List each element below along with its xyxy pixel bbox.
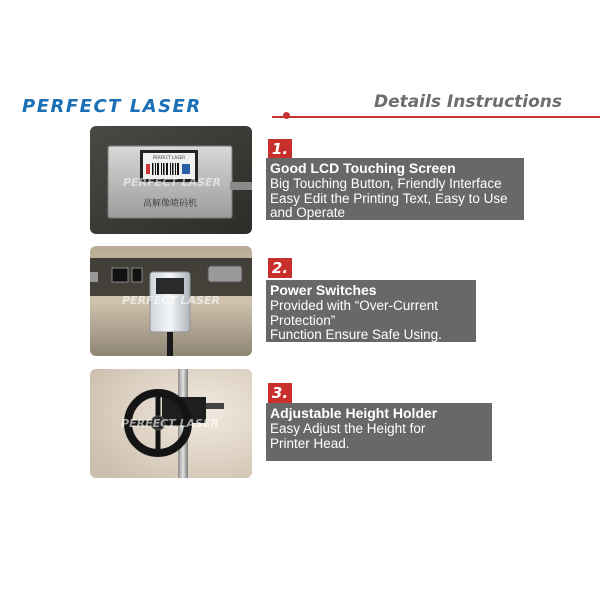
feature-desc-line: Printer Head. xyxy=(270,435,350,451)
feature-number-badge: 3. xyxy=(268,383,292,403)
feature-title: Good LCD Touching Screen xyxy=(270,160,456,176)
feature-desc-line: Easy Edit the Printing Text, Easy to Use xyxy=(270,190,508,206)
feature-title: Adjustable Height Holder xyxy=(270,405,438,421)
watermark-text: PERFECT LASER xyxy=(122,294,220,307)
feature-desc-line: and Operate xyxy=(270,205,346,220)
feature-description xyxy=(270,422,488,451)
section-title: Details Instructions xyxy=(374,92,563,112)
feature-description xyxy=(270,177,520,221)
feature-desc-line: Easy Adjust the Height for xyxy=(270,421,426,436)
watermark-text: PERFECT LASER xyxy=(123,176,221,189)
feature-number-badge: 1. xyxy=(268,139,292,159)
feature-number-badge: 2. xyxy=(268,258,292,278)
feature-title: Power Switches xyxy=(270,282,377,298)
feature-card-power xyxy=(266,280,476,342)
header-divider xyxy=(272,116,600,118)
height-holder-photo xyxy=(90,369,252,478)
feature-card-lcd xyxy=(266,158,524,220)
power-switch-photo xyxy=(90,246,252,356)
watermark-text: PERFECT LASER xyxy=(121,417,219,430)
lcd-screen-photo xyxy=(90,126,252,234)
feature-card-holder xyxy=(266,403,492,461)
feature-desc-line: Function Ensure Safe Using. xyxy=(270,327,442,342)
feature-desc-line: Big Touching Button, Friendly Interface xyxy=(270,176,502,191)
feature-description xyxy=(270,299,472,343)
screen-brand-text: PERFECT LASER xyxy=(153,155,185,160)
brand-logo: PERFECT LASER xyxy=(22,96,202,117)
feature-desc-line: Provided with “Over-Current xyxy=(270,298,439,313)
feature-desc-line: Protection” xyxy=(270,312,336,328)
photo-caption: 高解像喷码机 xyxy=(142,199,198,209)
